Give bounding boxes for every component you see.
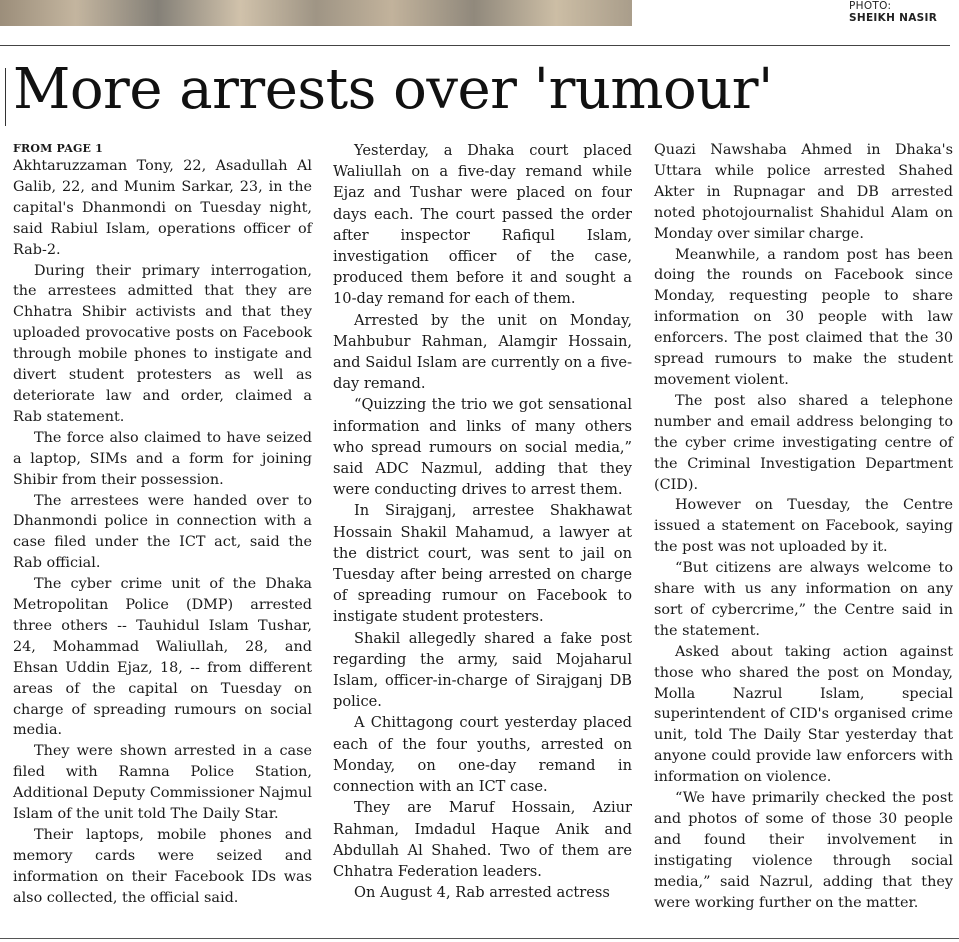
paragraph: Quazi Nawshaba Ahmed in Dhaka's Uttara while police arrested Shahed Akter in Rupnagar and DB arrested noted photojournalist Shahidul Alam on Monday over similar charge. — [654, 142, 953, 242]
bottom-divider — [0, 938, 959, 939]
paragraph: Their laptops, mobile phones and memory cards were seized and information on their Facebook IDs was also collected, the official said. — [13, 827, 312, 906]
article-column-1 — [13, 140, 312, 909]
article-column-2 — [333, 140, 632, 903]
paragraph: They are Maruf Hossain, Aziur Rahman, Imdadul Haque Anik and Abdullah Al Shahed. Two of them are Chhatra Federation leaders. — [333, 799, 632, 880]
paragraph: However on Tuesday, the Centre issued a statement on Facebook, saying the post was not uploaded by it. — [654, 497, 953, 556]
paragraph: “We have primarily checked the post and photos of some of those 30 people and found their involvement in instigating violence through social media,” said Nazrul, adding that they were working further on the matter. — [654, 790, 953, 911]
paragraph: In Sirajganj, arrestee Shakhawat Hossain Shakil Mahamud, a lawyer at the district court, was sent to jail on Tuesday after being arrested on charge of spreading rumour on Facebook to instigate student protesters. — [333, 502, 632, 626]
paragraph: Yesterday, a Dhaka court placed Waliullah on a five-day remand while Ejaz and Tushar were placed on four days each. The court passed the order after inspector Rafiqul Islam, investigation officer of the case, produced them before it and sought a 10-day remand for each of them. — [333, 142, 632, 308]
paragraph: “Quizzing the trio we got sensational information and links of many others who spread rumours on social media,” said ADC Nazmul, adding that they were conducting drives to arrest them. — [333, 396, 632, 499]
paragraph: Asked about taking action against those who shared the post on Monday, Molla Nazrul Islam, special superintendent of CID's organised crime unit, told The Daily Star yesterday that anyone could provide law enforcers with information on violence. — [654, 643, 953, 786]
paragraph: Akhtaruzzaman Tony, 22, Asadullah Al Galib, 22, and Munim Sarkar, 23, in the capital's Dhanmondi on Tuesday night, said Rabiul Islam, operations officer of Rab-2. — [13, 158, 312, 258]
paragraph: Shakil allegedly shared a fake post regarding the army, said Mojaharul Islam, officer-in-charge of Sirajganj DB police. — [333, 629, 632, 711]
paragraph: During their primary interrogation, the arrestees admitted that they are Chhatra Shibir activists and that they uploaded provocative posts on Facebook through mobile phones to instigate and divert student protesters as well as deteriorate law and order, claimed a Rab statement. — [13, 262, 312, 425]
photo-credit-name: SHEIKH NASIR — [849, 12, 938, 24]
paragraph: “But citizens are always welcome to share with us any information on any sort of cybercrime,” the Centre said in the statement. — [654, 560, 953, 639]
headline-left-rule — [5, 68, 6, 126]
paragraph: Meanwhile, a random post has been doing the rounds on Facebook since Monday, requesting people to share information on 30 people with law enforcers. The post claimed that the 30 spread rumours to make the student movement violent. — [654, 246, 953, 388]
photo-credit-label: PHOTO: — [849, 0, 892, 12]
paragraph: A Chittagong court yesterday placed each of the four youths, arrested on Monday, on one-day remand in connection with an ICT case. — [333, 714, 632, 796]
paragraph: They were shown arrested in a case filed with Ramna Police Station, Additional Deputy Commissioner Najmul Islam of the unit told The Daily Star. — [13, 743, 312, 823]
paragraph: The force also claimed to have seized a laptop, SIMs and a form for joining Shibir from their possession. — [13, 429, 312, 488]
photo-credit — [849, 0, 937, 24]
jump-label: FROM PAGE 1 — [13, 142, 104, 155]
headline: More arrests over 'rumour' — [13, 57, 773, 122]
photo-strip — [0, 0, 632, 26]
paragraph: The arrestees were handed over to Dhanmondi police in connection with a case filed under the ICT act, said the Rab official. — [13, 492, 312, 572]
paragraph: On August 4, Rab arrested actress — [354, 884, 610, 902]
paragraph: Arrested by the unit on Monday, Mahbubur Rahman, Alamgir Hossain, and Saidul Islam are currently on a five-day remand. — [333, 311, 632, 393]
top-divider — [0, 45, 950, 46]
article-column-3 — [654, 140, 953, 914]
paragraph: The cyber crime unit of the Dhaka Metropolitan Police (DMP) arrested three others -- Tauhidul Islam Tushar, 24, Mohammad Waliullah, 28, and Ehsan Uddin Ejaz, 18, -- from different areas of the capital on Tuesday on charge of spreading rumours on social media. — [13, 576, 312, 739]
paragraph: The post also shared a telephone number and email address belonging to the cyber crime investigating centre of the Criminal Investigation Department (CID). — [654, 392, 953, 493]
